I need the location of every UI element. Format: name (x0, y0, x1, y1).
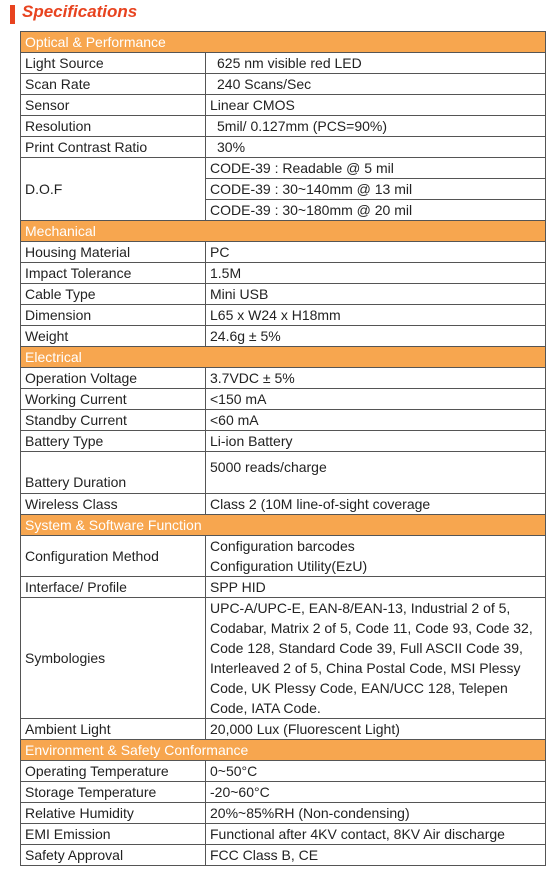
spec-value-line: Configuration Utility(EzU) (210, 558, 368, 574)
table-row (21, 242, 546, 263)
table-row (21, 782, 546, 803)
spec-value: UPC-A/UPC-E, EAN-8/EAN-13, Industrial 2 of 5, Codabar, Matrix 2 of 5, Code 11, Code 93, Code 32, Code 128, Standard Code 39, Full ASCII Code 39, Interleaved 2 of 5, China Postal Code, MSI Plessy Code, UK Plessy Code, EAN/UCC 128, Telepen Code, IATA Code. (206, 598, 546, 719)
table-row (21, 719, 546, 740)
table-row (21, 368, 546, 389)
table-row (21, 761, 546, 782)
page-title: Specifications (22, 2, 138, 21)
table-row (21, 598, 546, 719)
section-row (21, 347, 546, 368)
section-title-environment: Environment & Safety Conformance (21, 740, 546, 761)
spec-value: Linear CMOS (206, 95, 546, 116)
spec-label: Working Current (21, 389, 206, 410)
spec-value: 1.5M (206, 263, 546, 284)
spec-label: EMI Emission (21, 824, 206, 845)
spec-value: Functional after 4KV contact, 8KV Air discharge (206, 824, 546, 845)
spec-value: <150 mA (206, 389, 546, 410)
table-row (21, 824, 546, 845)
section-title-mechanical: Mechanical (21, 221, 546, 242)
table-row (21, 803, 546, 824)
spec-label: Standby Current (21, 410, 206, 431)
spec-value (206, 536, 546, 577)
spec-header (0, 0, 560, 30)
table-row (21, 74, 546, 95)
spec-label: Safety Approval (21, 845, 206, 866)
table-row (21, 845, 546, 866)
table-row (21, 326, 546, 347)
spec-label: Wireless Class (21, 494, 206, 515)
heading-accent-bar (10, 5, 15, 24)
spec-label: Battery Type (21, 431, 206, 452)
spec-value: Li-ion Battery (206, 431, 546, 452)
spec-value: SPP HID (206, 577, 546, 598)
spec-label: Operation Voltage (21, 368, 206, 389)
spec-value-line: Configuration barcodes (210, 538, 355, 554)
spec-value: 24.6g ± 5% (206, 326, 546, 347)
table-row (21, 536, 546, 577)
spec-table (20, 31, 546, 866)
spec-label: Symbologies (21, 598, 206, 719)
spec-value: L65 x W24 x H18mm (206, 305, 546, 326)
spec-label: Ambient Light (21, 719, 206, 740)
spec-label: Impact Tolerance (21, 263, 206, 284)
spec-value: 0~50°C (206, 761, 546, 782)
spec-label: Cable Type (21, 284, 206, 305)
spec-label: Print Contrast Ratio (21, 137, 206, 158)
spec-value: <60 mA (206, 410, 546, 431)
spec-value: 5000 reads/charge (206, 452, 546, 494)
table-row (21, 305, 546, 326)
spec-value: Class 2 (10M line-of-sight coverage (206, 494, 546, 515)
section-row (21, 221, 546, 242)
section-row (21, 740, 546, 761)
table-row (21, 137, 546, 158)
section-title-optical: Optical & Performance (21, 32, 546, 53)
spec-label: Resolution (21, 116, 206, 137)
table-row (21, 284, 546, 305)
spec-value: CODE-39 : 30~180mm @ 20 mil (206, 200, 546, 221)
table-row (21, 263, 546, 284)
spec-label: Storage Temperature (21, 782, 206, 803)
spec-label: Housing Material (21, 242, 206, 263)
table-row (21, 116, 546, 137)
spec-value: CODE-39 : 30~140mm @ 13 mil (206, 179, 546, 200)
spec-label: Weight (21, 326, 206, 347)
table-row (21, 494, 546, 515)
spec-value: 5mil/ 0.127mm (PCS=90%) (206, 116, 546, 137)
table-row (21, 95, 546, 116)
table-row (21, 577, 546, 598)
spec-value: 625 nm visible red LED (206, 53, 546, 74)
spec-label: Interface/ Profile (21, 577, 206, 598)
section-title-electrical: Electrical (21, 347, 546, 368)
spec-label: Light Source (21, 53, 206, 74)
table-row (21, 53, 546, 74)
spec-value: 20,000 Lux (Fluorescent Light) (206, 719, 546, 740)
spec-value: PC (206, 242, 546, 263)
spec-value: 3.7VDC ± 5% (206, 368, 546, 389)
spec-value: Mini USB (206, 284, 546, 305)
section-row (21, 32, 546, 53)
spec-value: -20~60°C (206, 782, 546, 803)
spec-label: Sensor (21, 95, 206, 116)
table-row (21, 158, 546, 179)
section-title-system: System & Software Function (21, 515, 546, 536)
table-row (21, 389, 546, 410)
spec-value: 30% (206, 137, 546, 158)
spec-value: 240 Scans/Sec (206, 74, 546, 95)
spec-label: Configuration Method (21, 536, 206, 577)
table-row (21, 431, 546, 452)
spec-label: Operating Temperature (21, 761, 206, 782)
section-row (21, 515, 546, 536)
spec-label: Dimension (21, 305, 206, 326)
spec-label: Battery Duration (21, 452, 206, 494)
spec-value: FCC Class B, CE (206, 845, 546, 866)
spec-value: CODE-39 : Readable @ 5 mil (206, 158, 546, 179)
spec-label: Relative Humidity (21, 803, 206, 824)
spec-value: 20%~85%RH (Non-condensing) (206, 803, 546, 824)
table-row (21, 452, 546, 494)
spec-label: Scan Rate (21, 74, 206, 95)
table-row (21, 410, 546, 431)
spec-label: D.O.F (21, 158, 206, 221)
